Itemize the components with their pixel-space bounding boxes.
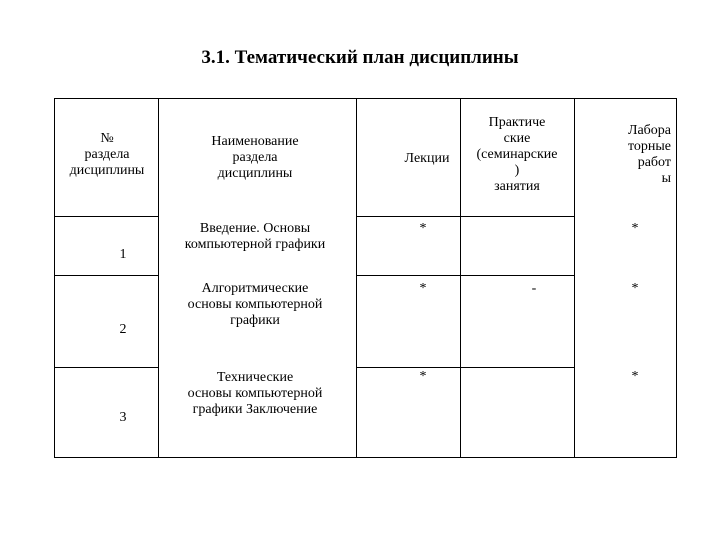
row-divider (356, 367, 574, 368)
row-1-lectures: * (419, 221, 427, 236)
row-divider (356, 216, 574, 217)
column-divider (356, 99, 357, 457)
row-divider (55, 216, 159, 217)
row-divider (55, 367, 159, 368)
row-1-number: 1 (119, 247, 127, 262)
row-2-lectures: * (419, 281, 427, 296)
row-3-number: 3 (119, 410, 127, 425)
header-lectures: Лекции (404, 151, 450, 166)
header-labs: Лабора торные работ ы (627, 123, 671, 186)
row-3-labs: * (631, 369, 639, 384)
row-1-name: Введение. Основы компьютерной графики (184, 221, 326, 252)
row-2-practical: - (531, 281, 537, 296)
row-2-labs: * (631, 281, 639, 296)
header-section-number: № раздела дисциплины (69, 131, 145, 178)
row-3-lectures: * (419, 369, 427, 384)
row-divider (55, 275, 159, 276)
header-practical: Практиче ские (семинарские ) занятия (476, 115, 558, 194)
row-2-number: 2 (119, 322, 127, 337)
thematic-plan-table (54, 98, 677, 458)
row-1-labs: * (631, 221, 639, 236)
row-2-name: Алгоритмические основы компьютерной графики (187, 281, 323, 328)
row-divider (356, 275, 574, 276)
page-title: 3.1. Тематический план дисциплины (201, 47, 519, 68)
header-section-name: Наименование раздела дисциплины (211, 134, 299, 181)
row-3-name: Технические основы компьютерной графики Заключение (187, 370, 323, 417)
